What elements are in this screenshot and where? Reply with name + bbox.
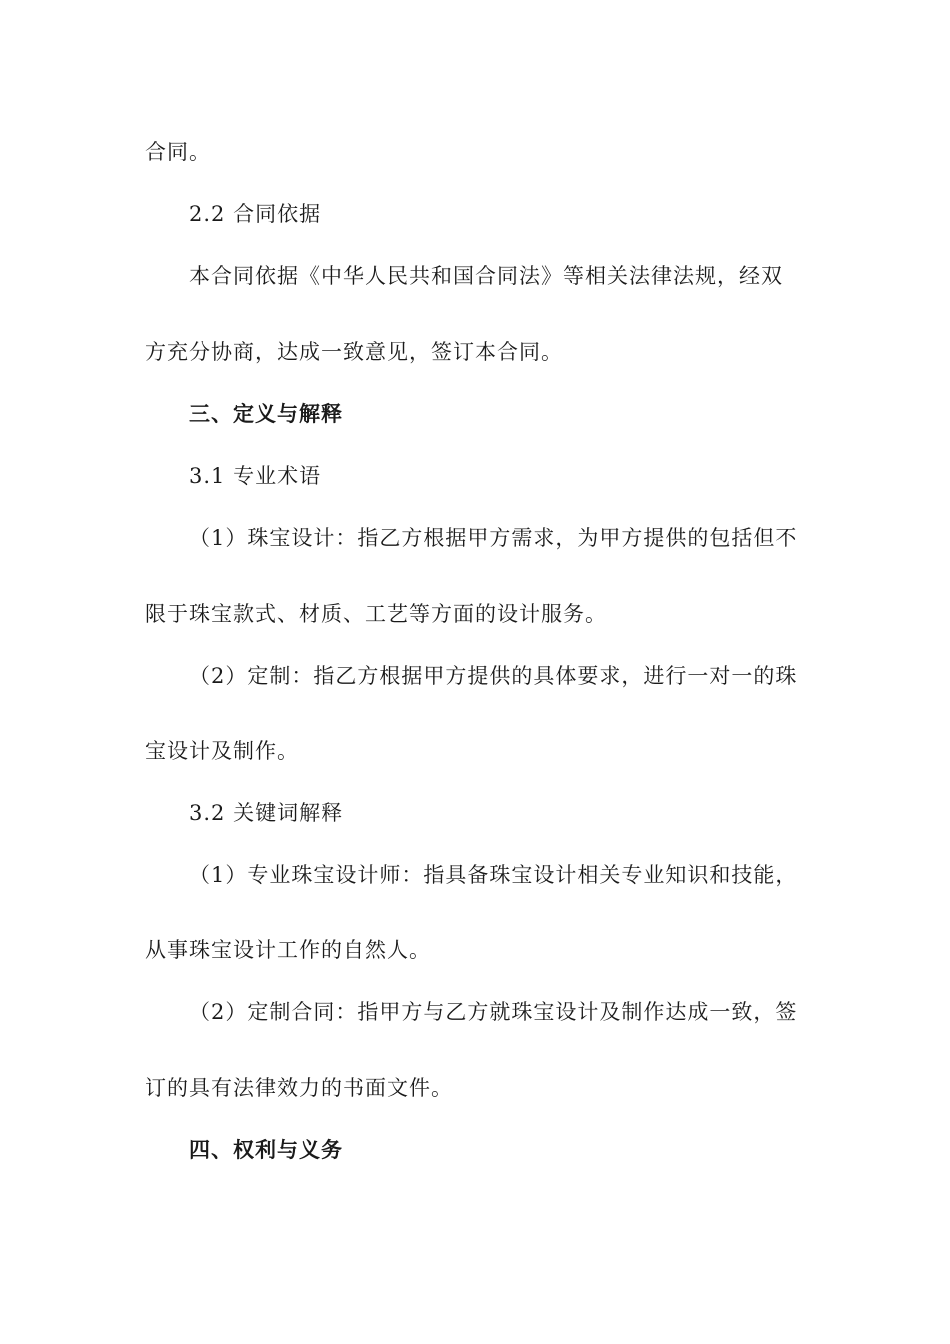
paragraph-line: 方充分协商，达成一致意见，签订本合同。: [145, 340, 563, 364]
list-item-line: （2）定制：指乙方根据甲方提供的具体要求，进行一对一的珠: [189, 664, 798, 688]
list-item-line: 限于珠宝款式、材质、工艺等方面的设计服务。: [145, 602, 607, 626]
list-item-line: 从事珠宝设计工作的自然人。: [145, 938, 431, 962]
list-item-line: （1）珠宝设计：指乙方根据甲方需求，为甲方提供的包括但不: [189, 526, 798, 550]
list-item-line: 订的具有法律效力的书面文件。: [145, 1076, 453, 1100]
list-item-line: （1）专业珠宝设计师：指具备珠宝设计相关专业知识和技能，: [189, 863, 798, 887]
paragraph-continuation: 合同。: [145, 140, 211, 164]
list-item-line: 宝设计及制作。: [145, 739, 299, 763]
paragraph-line: 本合同依据《中华人民共和国合同法》等相关法律法规，经双: [189, 264, 783, 288]
subsection-heading-3-1: 3.1 专业术语: [189, 464, 322, 488]
subsection-heading-3-2: 3.2 关键词解释: [189, 801, 344, 825]
section-heading-4: 四、权利与义务: [189, 1137, 343, 1162]
list-item-line: （2）定制合同：指甲方与乙方就珠宝设计及制作达成一致，签: [189, 1000, 798, 1024]
section-heading-3: 三、定义与解释: [189, 401, 343, 426]
subsection-heading-2-2: 2.2 合同依据: [189, 202, 322, 226]
